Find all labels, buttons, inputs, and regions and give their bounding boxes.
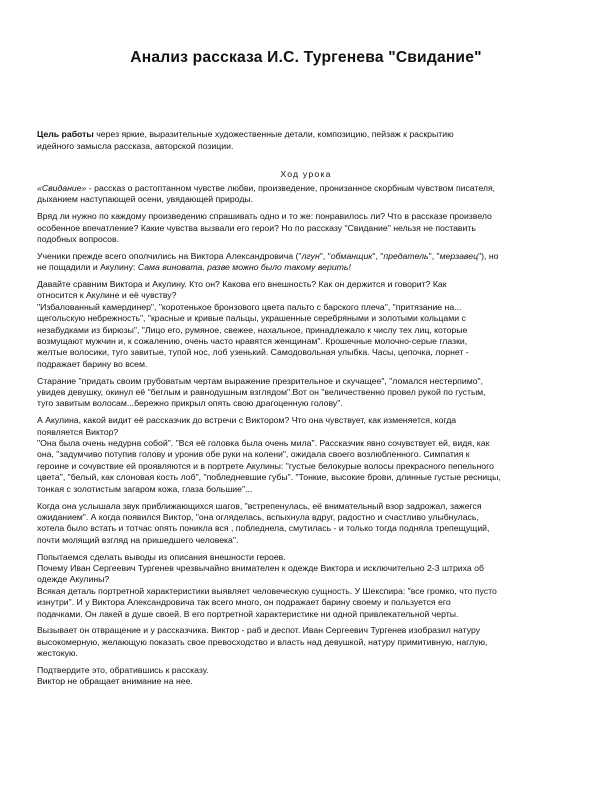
text-run: жестокую. [37,648,78,659]
text-line [37,535,582,546]
text-line [37,415,582,426]
text-run: она, "задумчиво потупив голову и уронив обе руки на колени", ожидала своего возлюбленного. Симпатия к [37,449,470,460]
text-run: Всякая деталь портретной характеристики выявляет человеческую сущность. У Шекспира: "все громко, что пусто [37,585,497,596]
goal-text-1: через яркие, выразительные художественные детали, композицию, пейзаж к раскрытию [93,129,454,139]
text-run: Попытаемся сделать выводы из описания внешности героев. [37,551,286,562]
text-run: героине и сочувствие ей проявляются и в портрете Акулины: "густые белокурые волосы прекрасного пепельного [37,460,494,471]
italic-text: лгун [301,250,320,261]
text-line [37,302,582,313]
text-run: хотела было встать и тотчас опять поникла вся , побледнела, смутилась - и только тогда подняла трепещущий, [37,523,490,534]
paragraph [37,415,582,495]
text-line [37,512,582,523]
text-line [37,563,582,574]
text-line [37,211,582,222]
text-run: почти молящий взгляд на пришедшего человека". [37,534,239,545]
text-line [37,552,582,563]
text-run: подачками. Он лакей в душе своей. В его портретной характеристике ни одной привлекательной черты. [37,608,459,619]
text-run: Вызывает он отвращение и у рассказчика. Виктор - раб и деспот. Иван Сергеевич Тургенев изобразил натуру [37,625,481,636]
text-line [37,609,582,620]
course-heading: Ход урока [280,169,332,179]
text-run: Давайте сравним Виктора и Акулину. Кто он? Какова его внешность? Как он держится и говорит? Как [37,279,447,290]
paragraph [37,183,582,206]
paragraph [37,625,582,659]
paragraph [37,211,582,245]
text-line [37,438,582,449]
text-line [37,472,582,483]
text-line [37,665,582,676]
text-line [37,637,582,648]
text-run: А Акулина, какой видит её рассказчик до встречи с Виктором? Что она чувствует, как изменяется, когда [37,415,457,426]
paragraph [37,251,582,274]
document-body [37,183,582,693]
text-line [37,574,582,585]
paragraph [37,279,582,370]
text-line [37,625,582,636]
text-run: туго завитым волосам...бережно прикрыл опять свою драгоценную голову". [37,398,343,409]
text-run: ", " [372,250,384,261]
text-run: Подтвердите это, обратившись к рассказу. [37,664,209,675]
italic-text: «Свидание» [37,183,87,193]
text-line [37,194,582,205]
text-run: увидев девушку, окинул её "беглым и равнодушным взглядом".Вот он "величественно провел рукой по густым, [37,387,486,398]
page-title: Анализ рассказа И.С. Тургенева "Свидание" [130,49,482,66]
paragraph [37,501,582,547]
text-line [37,183,582,194]
text-line [37,223,582,234]
text-line [37,461,582,472]
text-run: Ученики прежде всего ополчились на Виктора Александровича (" [37,250,302,261]
italic-text: обманщик [330,250,373,261]
text-run: относится к Акулине и её чувству? [37,290,177,301]
text-line [37,676,582,687]
text-run: незабудками из бирюзы", "Лицо его, румяное, свежее, нахальное, принадлежало к числу тех лиц, которые [37,324,468,335]
text-line [37,290,582,301]
text-run: Старание "придать своим грубоватым чертам выражение презрительное и скучащее", "ломался нестерпимо", [37,375,484,386]
text-run: высокомерную, желающую показать свое превосходство и власть над девушкой, натуру примитивную, наглую, [37,636,488,647]
text-run: возмущают мужчин и, к сожалению, очень часто нравятся женщинам". Крошечные молочно-серые глазки, [37,336,468,347]
text-run: Вряд ли нужно по каждому произведению спрашивать одно и то же: понравилось ли? Что в рассказе произвело [37,211,492,222]
text-run: - рассказ о растоптанном чувстве любви, произведение, пронизанное скорбным чувством писателя, [86,183,496,193]
text-line [37,251,582,262]
text-line [37,262,582,273]
text-run: "Она была очень недурна собой". "Вся её головка была очень мила". Рассказчик явно сочувствует ей, видя, как [37,438,490,449]
text-line [37,449,582,460]
text-line [37,376,582,387]
text-run: ожиданием". А когда появился Виктор, "она огляделась, вспыхнула вдруг, радостно и счастливо улыбнулась, [37,511,479,522]
text-run: дыханием наступающей осени, увядающей природы. [37,194,254,205]
text-run: "Избалованный камердинер", "коротенькое бронзового цвета пальто с барского плеча", "притязание на... [37,301,462,312]
text-line [37,359,582,370]
paragraph [37,376,582,410]
lesson-goal [37,128,582,152]
text-line [37,648,582,659]
text-line [37,313,582,324]
text-run: тонкая с золотистым загаром кожа, глаза большие"... [37,483,253,494]
text-line [37,501,582,512]
text-line [37,427,582,438]
italic-text: мерзавец [439,250,479,261]
text-line [37,586,582,597]
text-run: не пощадили и Акулину: [37,262,138,273]
text-run: щегольскую небрежность", "красные и кривые пальцы, украшенные серебряными и золотыми кольцами с [37,313,466,324]
italic-text: предатель [383,250,429,261]
text-run: появляется Виктор? [37,426,119,437]
text-run: одежде Акулины? [37,574,110,585]
text-line [37,484,582,495]
paragraph [37,665,582,688]
text-run: желтые волосики, туго завитые, тупой нос, лоб узенький. Самодовольная улыбка. Часы, цепочка, лорнет - [37,347,469,358]
goal-text-2: идейного замысла рассказа, авторской позиции. [37,141,234,151]
text-line [37,523,582,534]
text-run: ", " [319,250,331,261]
text-line [37,597,582,608]
text-run: Когда она услышала звук приближающихся шагов, "встрепенулась, её внимательный взор задрожал, зажегся [37,500,482,511]
goal-label: Цель работы [37,129,94,139]
text-line [37,325,582,336]
text-run: Виктор не обращает внимание на нее. [37,676,193,687]
paragraph [37,552,582,620]
text-line [37,387,582,398]
text-line [37,279,582,290]
text-run: подражает барину во всем. [37,358,148,369]
text-run: ", " [428,250,440,261]
text-line [37,336,582,347]
text-run: особенное впечатление? Какие чувства вызвали его герои? Но по рассказу "Свидание" нельзя не поставить [37,222,476,233]
text-line [37,234,582,245]
text-line [37,398,582,409]
text-run: "), но [478,250,499,261]
text-run: изнутри". И у Виктора Александровича так всего много, он подражает барину своему и пользуется его [37,597,451,608]
italic-text: Сама виновата, разве можно было такому верить! [137,262,351,273]
text-run: Почему Иван Сергеевич Тургенев чрезвычайно внимателен к одежде Виктора и исключительно 2-3 штриха об [37,562,484,573]
text-run: подобных вопросов. [37,234,120,245]
text-line [37,347,582,358]
text-run: цвета", "белый, как слоновая кость лоб", "побледневшие губы". "Тонкие, высокие брови, длинные густые ресницы, [37,472,501,483]
goal-line-1 [37,128,582,140]
